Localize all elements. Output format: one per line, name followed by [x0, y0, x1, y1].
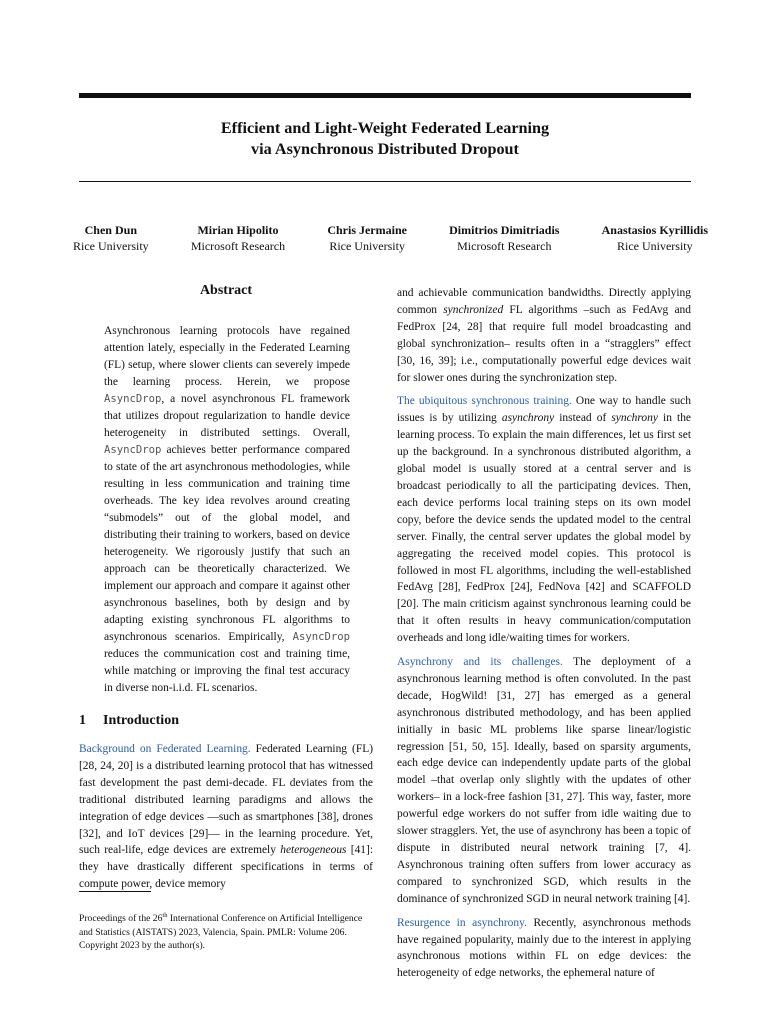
paragraph-heading: The ubiquitous synchronous training. — [397, 395, 572, 408]
emphasis-text: synchrony — [611, 412, 658, 425]
abstract-sentence: achieves better performance compared to state of the art asynchronous methodologies, while resulting in less communication and training time overheads. The key idea revolves around creating “submodels” out of the global model, and distributing their training to workers, based on device heterogeneity. We rigorously justify that such an approach can be theoretically characterized. We implement our approach and compare it against other asynchronous baselines, both by design and by adapting existing synchronous FL algorithms to asynchronous scenarios. Empirically, — [104, 444, 350, 643]
paper-title — [79, 118, 691, 160]
title-top-rule — [79, 93, 691, 98]
footnote-text: International Conference on Artificial Intelligence and Statistics (AISTATS) 2023, Valencia, Spain. PMLR: Volume 206. Copyright 2023 by the author(s). — [79, 913, 363, 952]
abstract-sentence: , a novel asynchronous FL framework that utilizes dropout regularization to handle device heterogeneity in distributed settings. Overall, — [104, 393, 350, 439]
title-bottom-rule — [79, 181, 691, 182]
paragraph-text: and achievable communication bandwidths. Directly applying common — [397, 287, 691, 316]
abstract-sentence: Asynchronous learning protocols have regained attention lately, especially in the Federated Learning (FL) setup, where slower clients can severely impede the learning process. Herein, we propose — [104, 325, 350, 388]
title-line-1: Efficient and Light-Weight Federated Learning — [220, 119, 550, 137]
paragraph-text: Recently, asynchronous methods have regained popularity, mainly due to the interest in applying asynchronous motions within FL on edge devices: the heterogeneity of edge networks, the ephemeral nature of — [397, 916, 692, 980]
author-affiliation: Microsoft Research — [457, 239, 552, 253]
emphasis-text: synchronized — [443, 303, 504, 316]
paragraph-heading: Asynchrony and its challenges. — [397, 656, 563, 669]
paragraph-text: in the learning process. To explain the main differences, let us first set up the background. In a synchronous distributed algorithm, a global model is usually stored at a central server and is broadcast periodically to all the participating devices. Then, each device performs local training steps on its own model copy, before the device sends the updated model to the central server. Finally, the central server updates the global model by aggregating the received model copies. This protocol is followed in most FL algorithms, including the well-established FedAvg [28], FedProx [24], FedNova [42] and SCAFFOLD [20]. The main criticism against synchronous learning could be that it often results in heavy communication/computation overheads and long idle/waiting times for workers. — [397, 412, 691, 645]
paragraph-text: Federated Learning (FL) [28, 24, 20] is a distributed learning protocol that has witnessed fast development the past demi-decade. FL deviates from the traditional distributed learning paradigms and allows the integration of edge devices —such as smartphones [38], drones [32], and IoT devices [29]— in the learning procedure. Yet, such real-life, edge devices are extremely — [79, 743, 374, 857]
author-affiliation: Rice University — [329, 239, 405, 253]
paragraph-text: FL algorithms –such as FedAvg and FedProx [24, 28] that require full model broadcasting and global synchronization– results often in a “stragglers” effect [30, 16, 39]; i.e., computationally powerful edge devices wait for slower ones during the synchronization step. — [397, 303, 691, 384]
author-list — [73, 222, 708, 254]
abstract-heading: Abstract — [199, 283, 253, 298]
author-affiliation: Microsoft Research — [190, 239, 286, 253]
method-name-code: AsyncDrop — [292, 631, 350, 643]
right-column — [397, 285, 691, 989]
author-name: Chen Dun — [84, 223, 137, 237]
paragraph-text: The deployment of a asynchronous learning method is often convoluted. In the past decade, HogWild! [31, 27] has emerged as a general asynchronous distributed methodology, and has been applied initially in basic ML problems like sparse linear/logistic regression [51, 50, 15]. Ideally, based on sparsity arguments, each edge device can independently update parts of the global model –that overlap only slightly with the updates of other workers– in a lock-free fashion [31, 27]. This way, faster, more powerful edge workers do not suffer from idle waiting due to slower stragglers. Yet, the use of asynchrony has been a topic of dispute in distributed neural network training [7, 4]. Asynchronous training often suffers from lower accuracy as compared to synchronized SGD, which results in the dominance of synchronized SGD in neural network training [4]. — [397, 656, 691, 905]
intro-paragraph-background — [79, 741, 373, 893]
title-line-2: via Asynchronous Distributed Dropout — [251, 140, 519, 158]
paragraph-heading: Resurgence in asynchrony. — [397, 916, 527, 929]
method-name-code: AsyncDrop — [104, 444, 162, 456]
author-block — [191, 222, 285, 254]
author-block — [602, 222, 708, 254]
paragraph-asynchrony-challenges — [397, 654, 691, 908]
abstract-text — [104, 323, 350, 697]
emphasis-text: heterogeneous — [280, 844, 347, 857]
section-heading-introduction — [79, 713, 179, 729]
footnote-proceedings — [79, 909, 373, 953]
author-block — [449, 222, 559, 254]
section-number: 1 — [79, 713, 86, 728]
author-affiliation: Rice University — [73, 239, 149, 253]
author-affiliation: Rice University — [616, 239, 693, 253]
paragraph-continuation — [397, 285, 691, 386]
author-name: Chris Jermaine — [327, 223, 407, 237]
paragraph-heading: Background on Federated Learning. — [79, 743, 251, 755]
footnote-rule — [79, 891, 151, 892]
section-title: Introduction — [103, 713, 179, 728]
footnote-superscript: th — [162, 912, 168, 919]
paragraph-text: [41]: they have drastically different specifications in terms of compute power, device memory — [79, 844, 374, 891]
emphasis-text: asynchrony — [501, 412, 555, 425]
author-name: Dimitrios Dimitriadis — [449, 223, 560, 237]
author-block — [327, 222, 407, 254]
paragraph-text: instead of — [554, 412, 612, 425]
abstract-sentence: reduces the communication cost and training time, while matching or improving the final test accuracy in diverse non-i.i.d. FL scenarios. — [104, 648, 350, 694]
footnote-text: Proceedings of the 26 — [79, 913, 163, 925]
author-block — [73, 222, 149, 254]
author-name: Anastasios Kyrillidis — [601, 223, 708, 237]
paragraph-text: One way to handle such issues is by utilizing — [397, 395, 691, 425]
paragraph-resurgence — [397, 915, 691, 983]
method-name-code: AsyncDrop — [104, 393, 162, 405]
paragraph-synchronous-training — [397, 393, 691, 647]
author-name: Mirian Hipolito — [197, 223, 279, 237]
